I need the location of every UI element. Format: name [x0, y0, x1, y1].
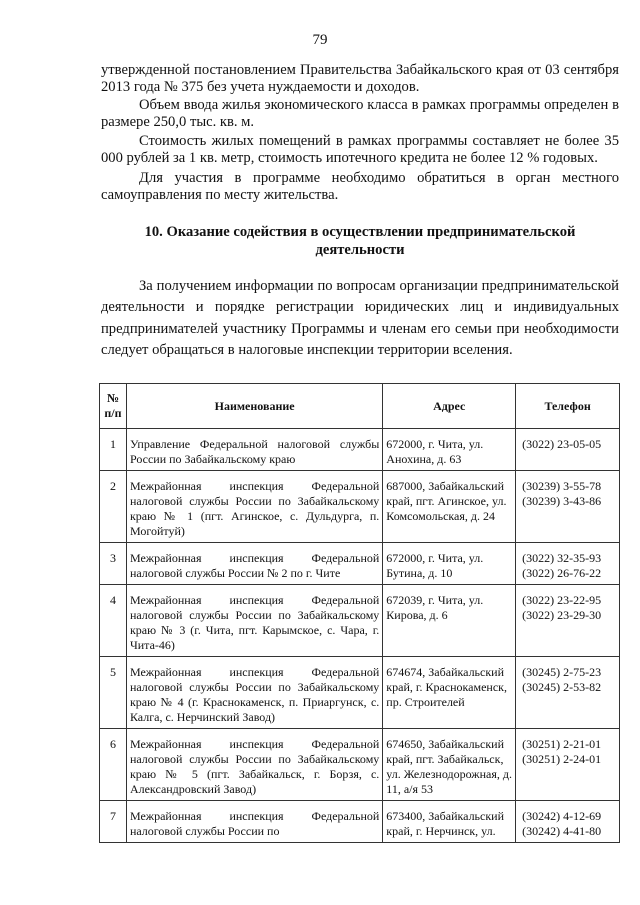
office-address: 674650, Забайкальский край, пгт. Забайкальск, ул. Железнодорожная, д. 11, а/я 53 [383, 729, 516, 801]
section-title: 10. Оказание содействия в осуществлении предпринимательской деятельности [144, 224, 576, 258]
row-number: 4 [100, 585, 127, 657]
office-phone: (30251) 2-21-01 (30251) 2-24-01 [516, 729, 620, 801]
table-row [100, 657, 620, 729]
page-number: 79 [312, 32, 328, 48]
table-row [100, 801, 620, 843]
table-row [100, 585, 620, 657]
tax-offices-table [99, 383, 620, 843]
office-phone: (3022) 23-22-95 (3022) 23-29-30 [516, 585, 620, 657]
table-row [100, 429, 620, 471]
row-number: 2 [100, 471, 127, 543]
office-phone: (30239) 3-55-78 (30239) 3-43-86 [516, 471, 620, 543]
header-phone: Телефон [516, 384, 620, 429]
office-name: Межрайонная инспекция Федеральной налоговой службы России по Забайкальскому краю № 4 (г. Краснокаменск, п. Приаргунск, с. Калга, с. Нерчинский Завод) [126, 657, 382, 729]
section-paragraph: За получением информации по вопросам организации предпринимательской деятельности и порядке регистрации юридических лиц и индивидуальных предпринимателей участнику Программы и членам его семьи при необходимости следует обращаться в налоговые инспекции территории вселения. [101, 277, 619, 358]
row-number: 7 [100, 801, 127, 843]
paragraph: Стоимость жилых помещений в рамках программы составляет не более 35 000 рублей за 1 кв. метр, стоимость ипотечного кредита не более 12 % годовых. [101, 133, 619, 167]
office-name: Управление Федеральной налоговой службы России по Забайкальскому краю [126, 429, 382, 471]
office-name: Межрайонная инспекция Федеральной налоговой службы России по [126, 801, 382, 843]
table-row [100, 471, 620, 543]
office-address: 673400, Забайкальский край, г. Нерчинск, ул. [383, 801, 516, 843]
office-address: 672039, г. Чита, ул. Кирова, д. 6 [383, 585, 516, 657]
office-address: 672000, г. Чита, ул. Бутина, д. 10 [383, 543, 516, 585]
office-name: Межрайонная инспекция Федеральной налоговой службы России по Забайкальскому краю № 5 (пгт. Забайкальск, г. Борзя, с. Александровский Завод) [126, 729, 382, 801]
row-number: 5 [100, 657, 127, 729]
office-phone: (3022) 32-35-93 (3022) 26-76-22 [516, 543, 620, 585]
office-phone: (30245) 2-75-23 (30245) 2-53-82 [516, 657, 620, 729]
row-number: 6 [100, 729, 127, 801]
office-phone: (3022) 23-05-05 [516, 429, 620, 471]
header-number: № п/п [100, 384, 127, 429]
table-row [100, 729, 620, 801]
paragraph: утвержденной постановлением Правительства Забайкальского края от 03 сентября 2013 года № 375 без учета нуждаемости и доходов. [101, 62, 619, 96]
office-address: 674674, Забайкальский край, г. Краснокаменск, пр. Строителей [383, 657, 516, 729]
paragraph: Для участия в программе необходимо обратиться в орган местного самоуправления по месту жительства. [101, 169, 619, 204]
office-address: 672000, г. Чита, ул. Анохина, д. 63 [383, 429, 516, 471]
office-address: 687000, Забайкальский край, пгт. Агинское, ул. Комсомольская, д. 24 [383, 471, 516, 543]
row-number: 1 [100, 429, 127, 471]
office-name: Межрайонная инспекция Федеральной налоговой службы России по Забайкальскому краю № 3 (г. Чита, пгт. Карымское, с. Чара, г. Чита-46) [126, 585, 382, 657]
document-body [101, 62, 619, 361]
table-row [100, 543, 620, 585]
office-phone: (30242) 4-12-69 (30242) 4-41-80 [516, 801, 620, 843]
office-name: Межрайонная инспекция Федеральной налоговой службы России № 2 по г. Чите [126, 543, 382, 585]
paragraph: Объем ввода жилья экономического класса в рамках программы определен в размере 250,0 тыс. кв. м. [101, 96, 619, 130]
header-address: Адрес [383, 384, 516, 429]
office-name: Межрайонная инспекция Федеральной налоговой службы России по Забайкальскому краю № 1 (пгт. Агинское, с. Дульдурга, п. Могойтуй) [126, 471, 382, 543]
header-name: Наименование [126, 384, 382, 429]
row-number: 3 [100, 543, 127, 585]
table-header-row [100, 384, 620, 429]
